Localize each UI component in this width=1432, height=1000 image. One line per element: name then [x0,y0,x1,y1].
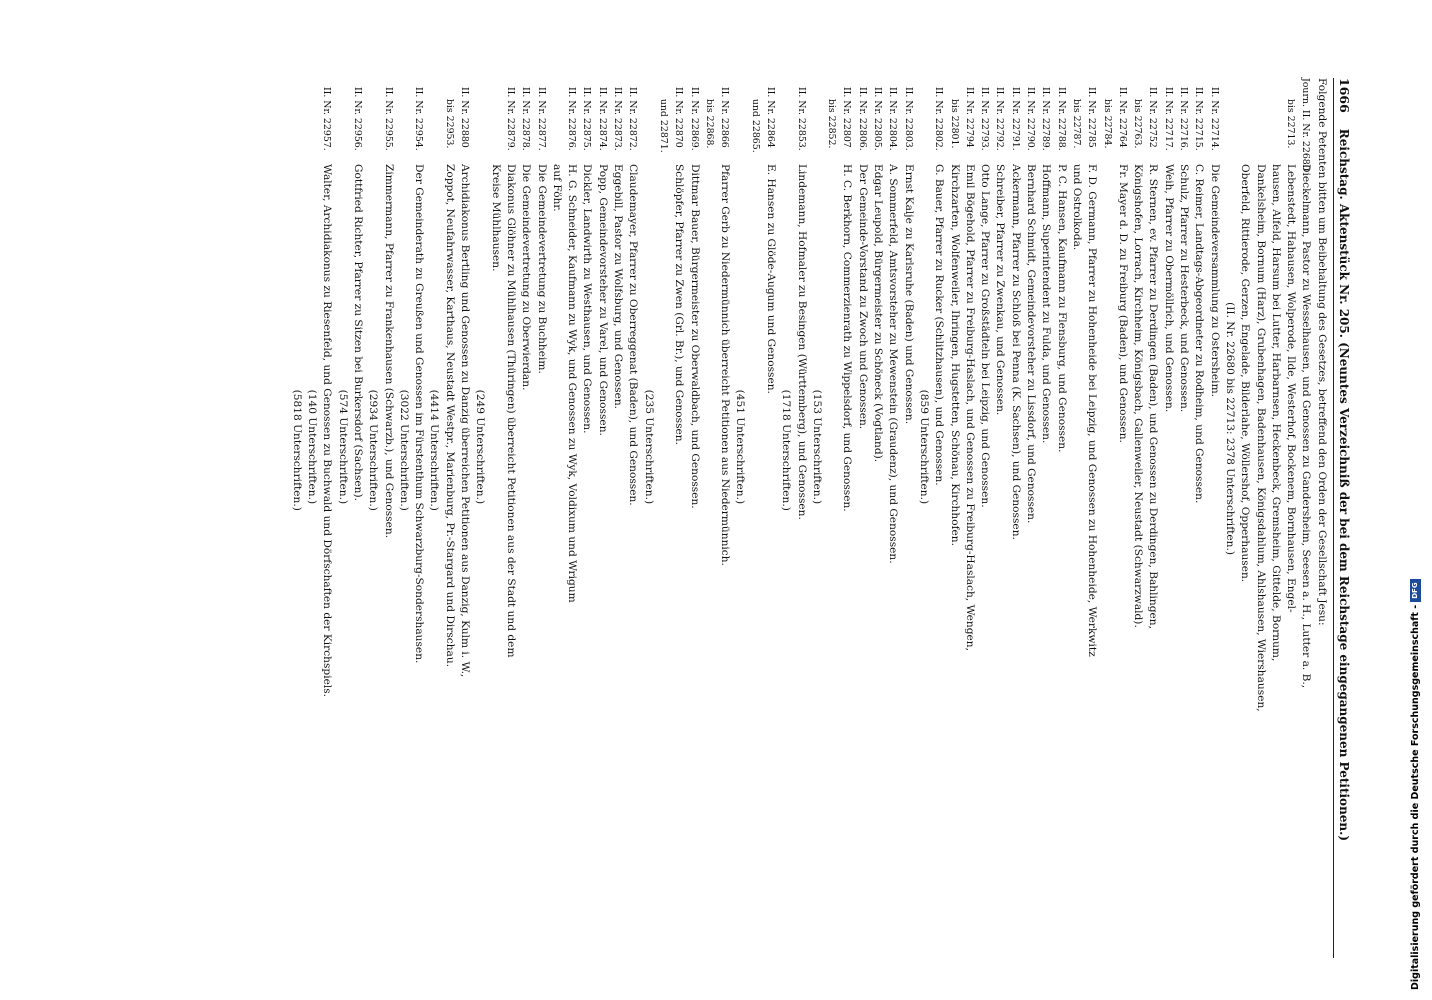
petition-entry [809,78,824,958]
journal-number: II. Nr. 22789. [1040,78,1052,151]
petition-text: H. G. Schneider, Kaufmann zu Wyk, und Genossen zu Wyk, Voldixum und Wrigum auf Föhr. [550,164,579,603]
petition-entry [1206,78,1221,958]
digitization-credit [1410,579,1421,990]
journal-number: II. Nr. 22716. [1178,78,1190,151]
intro-line: Folgende Petenten bitten um Beibehaltung des Gesetzes, betreffend den Orden der Gesellschaft Jesu: [1315,78,1328,626]
petition-entry [870,78,885,958]
petition-text: Emil Bögehold, Pfarrer zu Freiburg-Haslach, und Genossen zu Freiburg-Haslach, Wengen, Kirchzarten, Wolfenweiler, Ihringen, Hugstetten, Schönau, Kirchhofen. [948,164,976,651]
petition-entry [1191,78,1206,958]
journal-number: II. Nr. 22866 bis 22868. [703,86,731,149]
petition-text: Lindemann, Hofmaler zu Besingen (Württemberg), und Genossen. [795,164,808,520]
petition-entry [1160,78,1175,958]
journal-number: II. Nr. 22804. [887,78,899,151]
petition-entry [640,78,655,958]
petition-entry [824,78,855,958]
petition-text: Der Gemeinderath zu Greußen und Genossen im Fürstenthum Schwarzburg-Sondershausen. [413,164,426,664]
petition-text: (2934 Unterschriften.) [367,164,380,511]
petition-entry [1053,78,1068,958]
petition-text: Ernst Kalje zu Karlsruhe (Baden) und Genossen. [902,164,915,425]
petition-text: Zimmermann, Pfarrer zu Frankenhausen (Schwarzb.), und Genossen. [382,164,395,539]
petition-text: Popp, Gemeindevorsteher zu Varel, und Genossen. [596,164,609,436]
petition-entry [1222,78,1314,958]
journal-number: II. Nr. 22714. [1208,78,1220,151]
petition-text: Archidiakonus Bertling und Genossen zu Danzig überreichen Petitionen aus Danzig, Kulm i. W., Zoppot, Neufahrwasser, Karthaus, Neustadt Westpr., Marienburg, Pr.-Stargard und Dirschau. [443,164,472,678]
journal-number: II. Nr. 22957. [321,78,333,151]
petition-text: Weih, Pfarrer zu Obermöllrich, und Genossen. [1162,164,1175,413]
petition-entry [1038,78,1053,958]
page-title: Reichstag. Aktenstück Nr. 205. (Neuntes Verzeichniß der bei dem Reichstage eingegangenen Petitionen.) [1337,128,1351,842]
journal-number: II. Nr. 22717. [1162,78,1174,151]
journal-number [732,78,747,160]
petition-entry [992,78,1007,958]
petition-text: Schlöpfer, Pfarrer zu Zwen (Grl. Br.), und Genossen. [673,164,686,446]
journal-number: II. Nr. 22873. [612,78,624,151]
journal-number: II. Nr. 22879. [504,78,516,151]
petition-list [289,78,1314,958]
petition-entry [1023,78,1038,958]
journal-number: II. Nr. 22788. [1055,78,1067,151]
page-number: 1666 [1337,78,1352,113]
petition-entry [686,78,701,958]
journal-number: II. Nr. 22764 bis 22784. [1101,86,1128,149]
journal-number: II. Nr. 22806. [856,78,868,151]
petition-text: Eggebill, Pastor zu Wolfsburg, und Genossen. [612,164,625,410]
petition-entry [533,78,548,958]
petition-entry [610,78,625,958]
journal-number [365,78,380,160]
petition-text: A. Sommerfeld, Amtsvorsteher zu Mewenstein (Graudenz), und Genossen. [887,164,900,564]
petition-text: Schreiber, Pfarrer zu Zwenkau, und Genossen. [994,164,1007,416]
petition-entry [900,78,915,958]
petition-text: (235 Unterschriften.) [642,164,655,505]
petition-text: (859 Unterschriften.) [917,164,930,505]
petition-entry [487,78,518,958]
petition-text: (140 Unterschriften.) (5818 Unterschriften.) [290,389,319,511]
journal-number: II. Nr. 22872. [627,78,639,151]
journal-number [809,78,824,160]
petition-text: (4414 Unterschriften.) [428,164,441,511]
petition-text: Hoffmann, Superintendent zu Fulda, und Genossen. [1040,164,1053,444]
journal-number: II. Nr. 22876. [566,78,578,151]
journal-number [289,78,320,160]
journal-number [334,78,349,160]
petition-entry [1069,78,1100,958]
journal-number: II. Nr. 22880 bis 22953. [443,86,471,149]
petition-text: (3022 Unterschriften.) [397,164,410,511]
journal-number [916,78,931,160]
journal-number: II. Nr. 22869. [688,78,700,151]
journal-number: II. Nr. 22805. [872,78,884,151]
petition-entry [946,78,977,958]
petition-text: Die Gemeindeversammlung zu Ostersheim. [1208,164,1221,397]
journal-number: II. Nr. 22803. [902,78,914,151]
petition-entry [885,78,900,958]
petition-entry [289,78,320,958]
journal-number [778,78,793,160]
petition-entry [793,78,808,958]
journal-number: II. Nr. 22807 bis 22852. [826,86,853,149]
journal-number [640,78,655,160]
journal-number: II. Nr. 22955. [382,78,394,151]
petition-text: Fr. Mayer d. D. zu Freiburg (Baden), und Genossen. [1116,164,1129,443]
petition-entry [518,78,533,958]
journal-number: II. Nr. 22794 bis 22801. [948,86,975,149]
journal-number: II. Nr. 22853. [795,78,807,151]
petition-text: Der Gemeinde-Vorstand zu Zwoch und Genossen. [856,164,869,430]
rotated-text-block [137,78,1352,958]
dfg-logo: DFG [1410,579,1421,601]
petition-text: Otto Lange, Pfarrer zu Großstädteln bei Leipzig, und Genossen. [979,164,992,508]
petition-text: (574 Unterschriften.) [336,164,349,505]
petition-entry [579,78,594,958]
journal-number: II. Nr. 22715. [1193,78,1205,151]
journal-number: II. Nr. 22791. [1009,78,1021,151]
journal-number: II. Nr. 22875. [581,78,593,151]
petition-text: Edgar Leupold, Bürgermeister zu Schöneck (Vogtland). [872,164,885,463]
page-header [1333,78,1352,958]
journal-number: II. Nr. 22790. [1025,78,1037,151]
journal-number [472,78,487,160]
petition-entry [656,78,687,958]
credit-text: Digitalisierung gefördert durch die Deutsche Forschungsgemeinschaft - [1410,604,1421,990]
journal-number [426,78,441,160]
journal-number: II. Nr. 22874. [596,78,608,151]
journal-number: Journ. II. Nr. 22680 bis 22713. [1285,78,1312,171]
journal-number: II. Nr. 22954. [413,78,425,151]
petition-text: H. C. Berkhorn, Commerzienrath zu Wippelsdorf, und Genossen. [841,164,854,512]
petition-entry [350,78,365,958]
petition-text: R. Sternen, ev. Pfarrer zu Derdingen (Baden), und Genossen zu Derdingen, Bahlingen, Königshofen, Lorrach, Kirchheim, Königsbach, Gallenweiler, Neustadt (Schwarzwald). [1132,164,1160,629]
petition-entry [319,78,334,958]
petition-text: Walter, Archidiakonus zu Riesenfeld, und Genossen zu Buchwald und Dörfschaften der Kirchspiels. [321,164,334,698]
petition-entry [931,78,946,958]
petition-text: Gottfried Richter, Pfarrer zu Sitzen bei Burkersdorf (Sachsen). [352,164,364,502]
petition-entry [396,78,411,958]
petition-text: (153 Unterschriften.) [810,164,823,505]
journal-number: II. Nr. 22793. [979,78,991,151]
journal-number: II. Nr. 22792. [994,78,1006,151]
petition-entry [1099,78,1130,958]
petition-text: C. Reimer, Landtags-Abgeordneter zu Rodheim, und Genossen. [1193,164,1206,504]
petition-entry [977,78,992,958]
petition-text: Diakonus Glöhner zu Mühlhausen (Thüringen) überreicht Petitionen aus der Stadt und dem Kreise Mühlhausen. [489,164,517,658]
petition-entry [472,78,487,958]
petition-text: Dickler, Landwirth zu Westhausen, und Genossen. [581,164,594,434]
petition-text: Bernhard Schmidt, Gemeindevorsteher zu Lissdorf, und Genossen. [1025,164,1038,524]
petition-text: F. D. Germann, Pfarrer zu Hohenheide bei Leipzig, und Genossen zu Hohenheide, Werkwitz und Ostrolkoda. [1070,164,1099,657]
journal-number: II. Nr. 22752 bis 22763. [1132,86,1159,149]
journal-number [396,78,411,160]
petition-entry [594,78,609,958]
petition-text: P. C. Hansen, Kaufmann zu Flensburg, und Genossen. [1055,164,1068,453]
petition-text: (249 Unterschriften.) [474,164,487,505]
petition-entry [916,78,931,958]
petition-entry [778,78,793,958]
journal-number: II. Nr. 22870 und 22871. [657,86,685,153]
petition-entry [441,78,472,958]
petition-entry [426,78,441,958]
petition-entry [549,78,580,958]
petition-entry [334,78,349,958]
petition-entry [380,78,395,958]
petition-text: G. Bauer, Pfarrer zu Rucker (Schlitzhausen), und Genossen. [933,164,946,486]
journal-number: II. Nr. 22956. [352,78,363,151]
petition-text: Pfarrer Gerb zu Niedermünnich überreicht Petitionen aus Niedermünnich. [719,164,732,566]
journal-number: II. Nr. 22878. [520,78,532,151]
petition-entry [1176,78,1191,958]
petition-text: E. Hansen zu Glöde-Augum und Genossen. [765,164,778,394]
petition-entry [747,78,778,958]
petition-text: Dittmar Bauer, Bürgermeister zu Oberwaldbach, und Genossen. [688,164,701,509]
petition-text: Ackermann, Pfarrer zu Schloß bei Penna (K. Sachsen), und Genossen. [1009,164,1022,540]
petition-text: Die Gemeindevertretung zu Oberwierdan. [520,164,533,391]
journal-number: II. Nr. 22802. [933,78,945,151]
petition-entry [732,78,747,958]
petition-entry [702,78,733,958]
petition-text: Claudemayer, Pfarrer zu Oberreggenat (Baden), und Genossen. [627,164,640,506]
petition-text: Dieckelmann, Pastor zu Wesselhausen, und Genossen zu Gandersheim, Seesen a. H., Lutter a. B., Lebenstedt, Hahausen, Wolperode, Ilde, Westerhof, Bockenem, Bornhausen, Engel- hausen, Alfeld, Harsum bei Lutter, Harbarnsen, Heckenbeck, Gremsheim, Gittelde, Bornum, Dankelsheim, Bornum (Harz), Grubenhagen, Badenhausen, Königsdahlum, Ahlshausen, Wiershausen, Oberfeld, Rittierode, Gerzen, Engelade, Bilderlahe, Wöllershof, Opperhausen. (II. Nr. 22680 bis 22713: 2378 Unterschriften.) [1223,164,1313,712]
petition-entry [1130,78,1161,958]
petition-text: Schulz, Pfarrer zu Hesterbeck, und Genossen. [1178,164,1191,413]
petition-entry [625,78,640,958]
petition-entry [855,78,870,958]
petition-text: (451 Unterschriften.) [734,164,747,505]
journal-number: II. Nr. 22877. [535,78,547,151]
petition-text: (1718 Unterschriften.) [780,164,793,511]
petition-entry [1007,78,1022,958]
journal-number: II. Nr. 22785 bis 22787. [1070,86,1098,149]
petition-text: Die Gemeindevertretung zu Buchheim. [535,164,548,374]
journal-number: II. Nr. 22864 und 22865. [749,86,777,153]
petition-entry [365,78,380,958]
petition-entry [411,78,426,958]
